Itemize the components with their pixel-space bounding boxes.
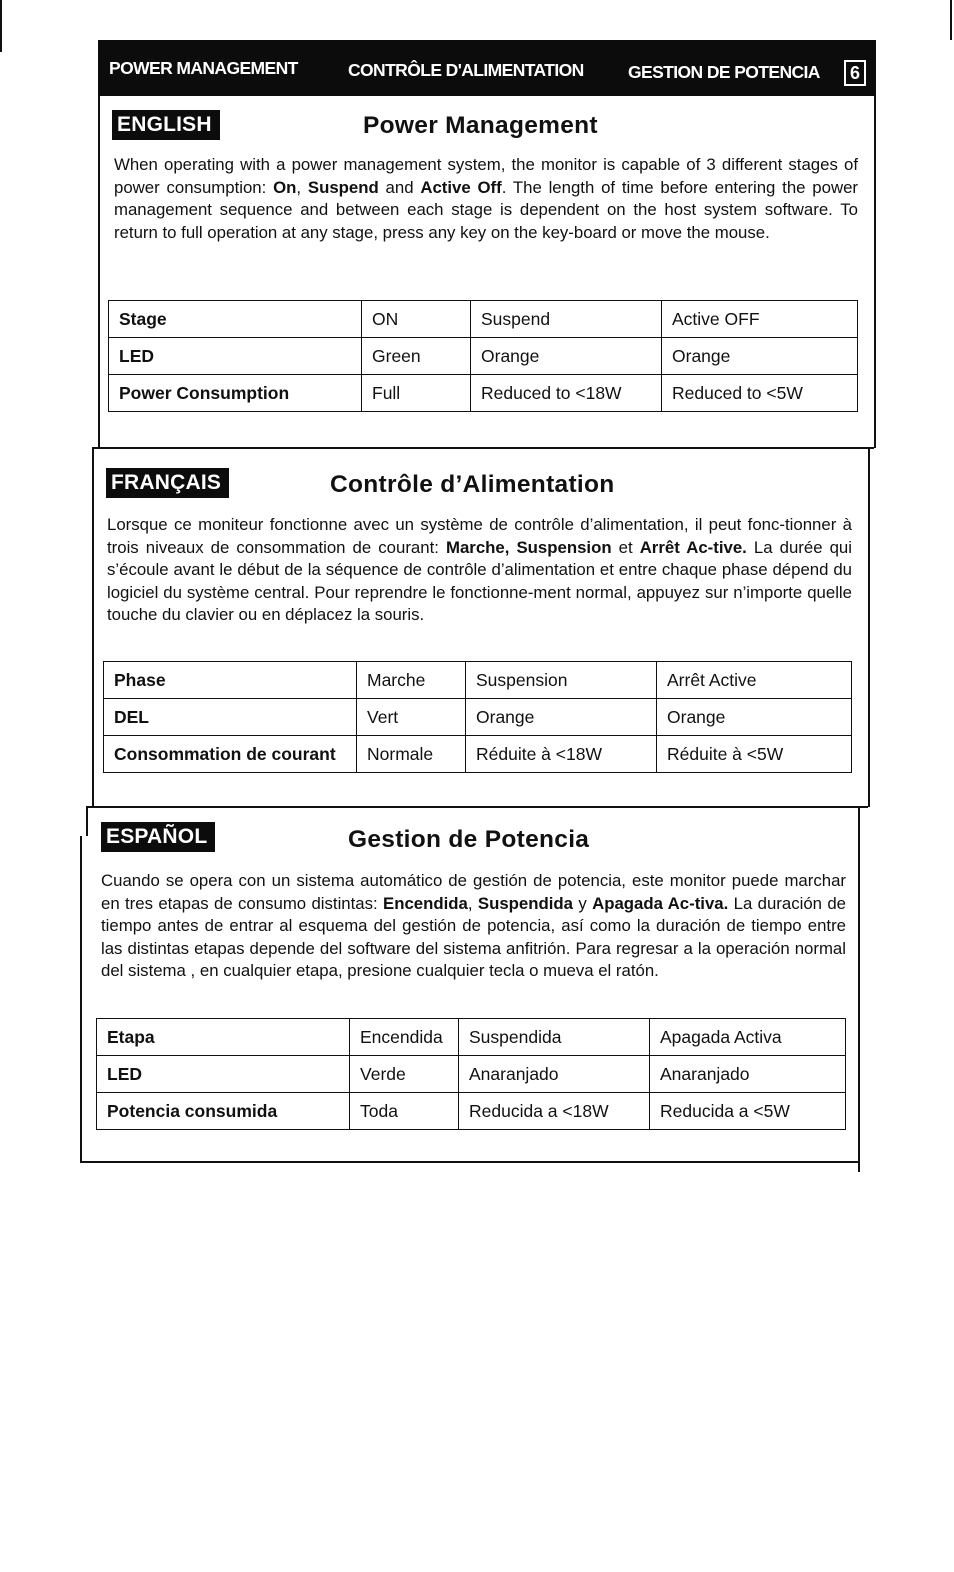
- table-cell: Normale: [357, 736, 466, 773]
- table-french: [103, 661, 852, 773]
- table-cell: Anaranjado: [650, 1056, 846, 1093]
- table-cell: Arrêt Active: [657, 662, 852, 699]
- frame-left-rule-1: [98, 96, 100, 448]
- table-cell: Orange: [662, 338, 858, 375]
- lang-tag-french: FRANÇAIS: [106, 468, 229, 498]
- table-cell: DEL: [104, 699, 357, 736]
- frame-right-rule-3: [858, 806, 860, 1172]
- paragraph-french: Lorsque ce moniteur fonctionne avec un système de contrôle d’alimentation, il peut fonc-tionner à trois niveaux de consommation de courant: Marche, Suspension et Arrêt Ac-tive. La durée qui s’écoule avant le début de la séquence de contrôle d’alimentation et entre chaque phase dépend du logiciel du système central. Pour reprendre le fonctionne-ment normal, appuyez sur n’importe quelle touche du clavier ou en déplacez la souris.: [107, 515, 852, 625]
- frame-right-rule-2: [868, 447, 870, 807]
- header-bar: [98, 40, 876, 96]
- frame-bottom-rule: [80, 1161, 859, 1163]
- table-cell: Orange: [471, 338, 662, 375]
- table-cell: Reducida a <5W: [650, 1093, 846, 1130]
- table-cell: Phase: [104, 662, 357, 699]
- section-title-french: Contrôle d’Alimentation: [330, 471, 615, 498]
- table-cell: LED: [109, 338, 362, 375]
- table-row: [104, 699, 852, 736]
- table-spanish: [96, 1018, 846, 1130]
- paragraph-english: When operating with a power management system, the monitor is capable of 3 different stages of power consumption: On, Suspend and Active Off. The length of time before entering the power management sequence and between each stage is dependent on the host system software. To return to full operation at any stage, press any key on the key-board or move the mouse.: [114, 155, 858, 242]
- table-cell: Suspendida: [459, 1019, 650, 1056]
- table-cell: Orange: [466, 699, 657, 736]
- table-row: [97, 1093, 846, 1130]
- table-cell: Verde: [350, 1056, 459, 1093]
- table-cell: Green: [362, 338, 471, 375]
- table-cell: Suspend: [471, 301, 662, 338]
- table-row: [109, 338, 858, 375]
- table-cell: Toda: [350, 1093, 459, 1130]
- frame-left-rule-4: [80, 836, 82, 1162]
- header-title-french: CONTRÔLE D'ALIMENTATION: [348, 60, 584, 80]
- table-cell: Encendida: [350, 1019, 459, 1056]
- frame-right-rule-1: [874, 96, 876, 448]
- table-row: [97, 1019, 846, 1056]
- table-cell: Power Consumption: [109, 375, 362, 412]
- frame-left-rule-2: [92, 447, 94, 807]
- table-row: [104, 662, 852, 699]
- section-divider-2: [86, 806, 868, 808]
- table-cell: Marche: [357, 662, 466, 699]
- scan-edge-mark-right: [950, 0, 952, 40]
- table-row: [109, 301, 858, 338]
- paragraph-spanish: Cuando se opera con un sistema automático de gestión de potencia, este monitor puede marchar en tres etapas de consumo distintas: Encendida, Suspendida y Apagada Ac-tiva. La duración de tiempo antes de entrar al esquema del gestión de potencia, así como la duración de tiempo entre las distintas etapas depende del software del sistema anfitrión. Para regresar a la operación normal del sistema , en cualquier etapa, presione cualquier tecla o mueva el ratón.: [101, 871, 846, 981]
- table-cell: Reduced to <18W: [471, 375, 662, 412]
- header-title-spanish: GESTION DE POTENCIA: [628, 62, 820, 82]
- table-cell: Vert: [357, 699, 466, 736]
- table-cell: Orange: [657, 699, 852, 736]
- lang-tag-spanish: ESPAÑOL: [101, 822, 215, 852]
- header-title-english: POWER MANAGEMENT: [109, 58, 298, 78]
- table-row: [97, 1056, 846, 1093]
- table-cell: Réduite à <5W: [657, 736, 852, 773]
- frame-left-rule-3: [86, 806, 88, 836]
- table-cell: Suspension: [466, 662, 657, 699]
- table-cell: LED: [97, 1056, 350, 1093]
- table-row: [104, 736, 852, 773]
- table-cell: Stage: [109, 301, 362, 338]
- table-cell: Reducida a <18W: [459, 1093, 650, 1130]
- scan-edge-mark-left: [0, 0, 2, 52]
- lang-tag-english: ENGLISH: [112, 110, 220, 140]
- section-title-english: Power Management: [363, 112, 598, 139]
- page-number: 6: [844, 60, 866, 86]
- table-cell: ON: [362, 301, 471, 338]
- section-title-spanish: Gestion de Potencia: [348, 826, 590, 853]
- table-cell: Full: [362, 375, 471, 412]
- table-cell: Anaranjado: [459, 1056, 650, 1093]
- table-cell: Reduced to <5W: [662, 375, 858, 412]
- table-cell: Potencia consumida: [97, 1093, 350, 1130]
- table-cell: Etapa: [97, 1019, 350, 1056]
- table-cell: Réduite à <18W: [466, 736, 657, 773]
- table-cell: Consommation de courant: [104, 736, 357, 773]
- table-english: [108, 300, 858, 412]
- table-cell: Apagada Activa: [650, 1019, 846, 1056]
- table-cell: Active OFF: [662, 301, 858, 338]
- table-row: [109, 375, 858, 412]
- section-divider-1: [92, 447, 874, 449]
